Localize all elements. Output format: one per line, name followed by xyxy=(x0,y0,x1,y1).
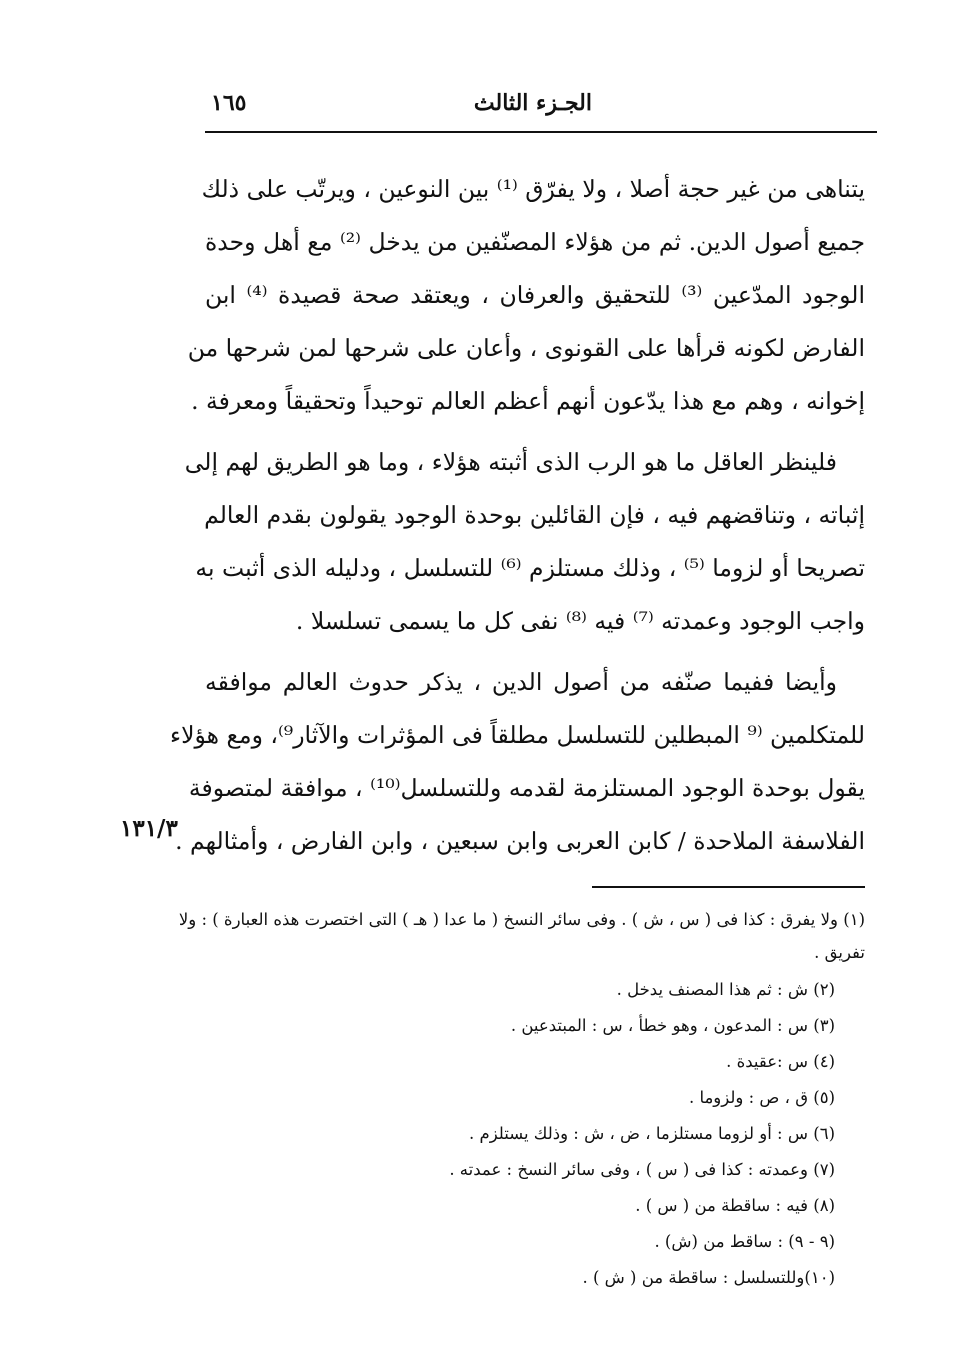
paragraph-1 xyxy=(187,163,866,428)
text-line: للمتكلمين ⁽⁹ المبطلين للتسلسل مطلقاً فى المؤثرات والآثار⁹⁾، ومع هؤلاء xyxy=(170,721,865,749)
text-line: إخوانه ، وهم مع هذا يدّعون أنهم أعظم العالم توحيداً وتحقيقاً ومعرفة . xyxy=(191,387,865,415)
text-line: جميع أصول الدين. ثم من هؤلاء المصنّفين من يدخل ⁽²⁾ مع أهل وحدة xyxy=(205,228,865,256)
footnote-6: (٦) س : أو لزوما مستلزما ، ض ، ش : وذلك يستلزم . xyxy=(469,1124,835,1143)
footnote-4: (٤) س :عقيدة . xyxy=(726,1052,835,1071)
text-line: واجب الوجود وعمدته ⁽⁷⁾ فيه ⁽⁸⁾ نفى كل ما يسمى تسلسلا . xyxy=(295,607,865,635)
text-line: يقول بوحدة الوجود المستلزمة لقدمه وللتسلسل⁽¹⁰⁾ ، موافقة لمتصوفة xyxy=(188,774,865,802)
footnote-8: (٨) فيه : ساقطة من ( س ) . xyxy=(635,1196,835,1215)
footnote-1: (١) ولا يفرق : كذا فى ( س ، ش ) . وفى سائر النسخ ( ما عدا ( هـ ) التى اختصرت هذه العبارة ) : ولا xyxy=(178,910,865,929)
text-line: الفلاسفة الملاحدة / كابن العربى وابن سبعين ، وابن الفارض ، وأمثالهم . xyxy=(175,827,865,855)
footnote-rule xyxy=(592,886,865,888)
page-header xyxy=(205,88,877,128)
paragraph-2 xyxy=(184,436,865,648)
footnote-1-continuation: تفريق . xyxy=(814,943,865,962)
footnote-10: (١٠)وللتسلسل : ساقطة من ( ش ) . xyxy=(582,1268,835,1287)
footnotes xyxy=(178,902,865,1296)
paragraph-gap xyxy=(205,428,865,436)
page-number: ١٦٥ xyxy=(211,90,247,116)
main-text xyxy=(170,163,866,868)
text-line: فلينظر العاقل ما هو الرب الذى أثبته هؤلاء ، وما هو الطريق لهم إلى xyxy=(184,448,837,476)
text-line: يتناهى من غير حجة أصلا ، ولا يفرّق ⁽¹⁾ بين النوعين ، ويرتّب على ذلك xyxy=(201,175,865,203)
paragraph-3 xyxy=(170,656,865,868)
header-rule xyxy=(205,131,877,133)
running-title: الجـزء الثالث xyxy=(473,90,592,116)
footnote-5: (٥) ق ، ص : ولزوما . xyxy=(688,1088,835,1107)
footnote-7: (٧) وعمدته : كذا فى ( س ) ، وفى سائر النسخ : عمدته . xyxy=(449,1160,835,1179)
text-line: وأيضا ففيما صنّفه من أصول الدين ، يذكر حدوث العالم موافقه xyxy=(205,668,837,696)
margin-reference: ١٣١/٣ xyxy=(120,815,178,842)
footnote-9: (٩ - ٩) : ساقط من (ش) . xyxy=(654,1232,835,1251)
paragraph-gap xyxy=(205,648,865,656)
text-line: تصريحا أو لزوما ⁽⁵⁾ ، وذلك مستلزم ⁽⁶⁾ للتسلسل ، ودليله الذى أثبت به xyxy=(195,554,865,582)
text-line: الفارض لكونه قرأها على القونوى ، وأعان على شرحها لمن شرحها من xyxy=(187,334,865,362)
text-line: إثباته ، وتناقضهم فيه ، فإن القائلين بوحدة الوجود يقولون بقدم العالم xyxy=(204,501,865,529)
footnote-3: (٣) س : المدعون ، وهو خطأ ، س : المبتدعين . xyxy=(510,1016,835,1035)
footnote-2: (٢) ش : ثم هذا المصنف يدخل . xyxy=(616,980,835,999)
text-line: الوجود المدّعين ⁽³⁾ للتحقيق والعرفان ، ويعتقد صحة قصيدة ⁽⁴⁾ ابن xyxy=(205,281,866,309)
